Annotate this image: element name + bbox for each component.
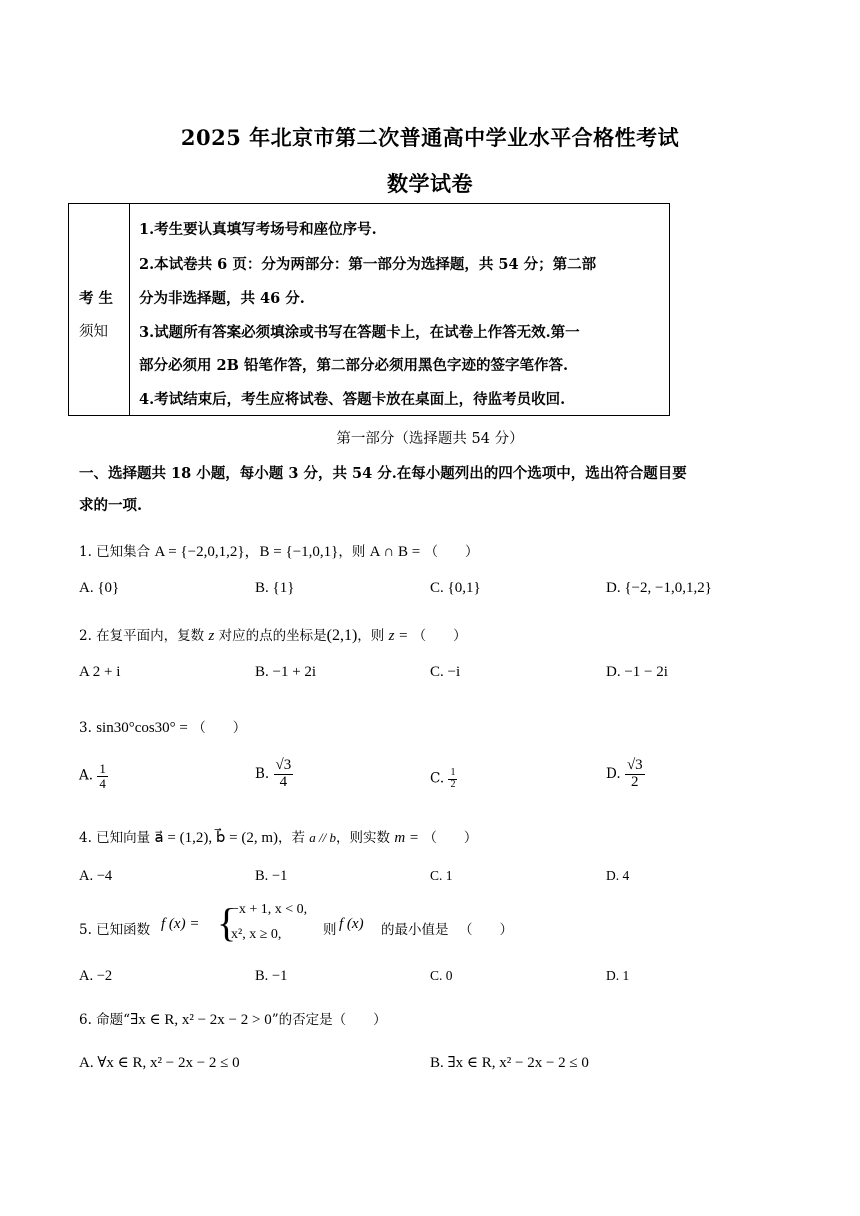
option-a: A. −4 (79, 868, 113, 884)
question-2-stem (79, 624, 467, 645)
stem-text: 1. 已知集合 (79, 544, 151, 560)
question-3-stem (79, 716, 246, 737)
fraction (448, 768, 457, 790)
stem-text: 2. 在复平面内，复数 (79, 628, 205, 644)
stem-math: A = {−2,0,1,2}，B = {−1,0,1} (154, 544, 339, 560)
stem-text: 5. 已知函数 (79, 922, 151, 938)
stem-math: (2,1) (326, 627, 358, 644)
answer-paren: （ ） (192, 720, 247, 736)
notice-item: 分为非选择题，共 46 分. (139, 290, 305, 307)
brace-icon: { (217, 900, 237, 945)
fraction (274, 758, 294, 791)
notice-label-line2: 须知 (79, 324, 108, 340)
option-d (606, 758, 645, 791)
stem-math: f (x) (339, 916, 364, 932)
stem-math: z (208, 628, 215, 644)
stem-text: ，则 (338, 544, 366, 560)
option-c: C. 0 (430, 968, 453, 983)
option-label: D. (606, 765, 621, 782)
notice-label-line1: 考 生 (79, 290, 114, 307)
option-c: C. {0,1} (430, 580, 481, 596)
denominator: 4 (99, 775, 106, 791)
stem-text: 6. 命题“ (79, 1012, 131, 1028)
option-label: B. (255, 765, 270, 782)
option-b: B. ∃x ∈ R, x² − 2x − 2 ≤ 0 (430, 1055, 589, 1071)
stem-text: ，若 (278, 830, 305, 846)
answer-paren: （ ） (424, 544, 479, 560)
question-4-stem (79, 826, 477, 847)
option-d: D. −1 − 2i (606, 664, 668, 680)
option-a: A. −2 (79, 968, 113, 984)
fraction (97, 762, 108, 790)
notice-item: 1.考生要认真填写考场号和座位序号. (139, 221, 377, 238)
stem-math: sin30°cos30° = (96, 720, 188, 736)
fraction (625, 758, 645, 791)
option-label: A. (79, 767, 94, 784)
stem-text: 对应的点的坐标是 (218, 628, 327, 644)
numerator: √3 (275, 757, 292, 773)
question-6-stem (79, 1008, 387, 1029)
stem-text: 4. 已知向量 (79, 830, 151, 846)
denominator: 4 (279, 773, 288, 790)
stem-text: ”的否定是 (271, 1012, 333, 1028)
option-a (79, 762, 108, 790)
denominator: 2 (631, 773, 639, 790)
answer-paren: （ ） (412, 628, 467, 644)
denominator: 2 (450, 778, 456, 790)
option-b (255, 758, 293, 791)
option-b: B. −1 (255, 868, 288, 884)
notice-item: 部分必须用 2B 铅笔作答，第二部分必须用黑色字迹的签字笔作答. (139, 357, 568, 374)
stem-math: ∃x ∈ R, x² − 2x − 2 > 0 (130, 1012, 272, 1028)
piecewise-case: −x + 1, x < 0, (231, 902, 308, 917)
numerator: 1 (450, 767, 456, 778)
numerator: 1 (99, 761, 106, 776)
option-label: C. (430, 770, 445, 787)
option-a: A. {0} (79, 580, 120, 596)
exam-subtitle: 数学试卷 (387, 171, 473, 196)
notice-box (68, 203, 670, 416)
part1-heading: 第一部分（选择题共 54 分） (336, 431, 524, 447)
notice-item: 3.试题所有答案必须填涂或书写在答题卡上，在试卷上作答无效.第一 (139, 324, 580, 341)
option-c: C. −i (430, 664, 461, 680)
answer-paren: （ ） (332, 1012, 387, 1028)
stem-math: a⃗ = (1,2), b⃗ = (2, m) (154, 830, 278, 846)
piecewise-case: x², x ≥ 0, (231, 927, 282, 942)
stem-text: 则 (323, 922, 337, 938)
option-d: D. 1 (606, 968, 630, 983)
stem-math: z = (388, 628, 409, 644)
option-d: D. {−2, −1,0,1,2} (606, 580, 712, 596)
option-b: B. −1 (255, 968, 288, 984)
option-c: C. 1 (430, 868, 453, 883)
option-b: B. {1} (255, 580, 295, 596)
numerator: √3 (626, 757, 643, 773)
option-a: A 2 + i (79, 664, 121, 680)
notice-item: 4.考试结束后，考生应将试卷、答题卡放在桌面上，待监考员收回. (139, 391, 566, 408)
option-c (430, 768, 457, 790)
stem-text: 3. (79, 720, 92, 736)
stem-text: ，则 (357, 628, 385, 644)
option-d: D. 4 (606, 868, 630, 883)
stem-math: a // b (309, 830, 337, 845)
section-instructions-line1: 一、选择题共 18 小题，每小题 3 分，共 54 分.在每小题列出的四个选项中，选出符合题目要 (79, 465, 687, 482)
section-instructions-line2: 求的一项. (79, 497, 143, 514)
answer-paren: （ ） (459, 922, 513, 938)
exam-title: 2025 年北京市第二次普通高中学业水平合格性考试 (180, 125, 680, 150)
notice-divider (129, 204, 130, 415)
question-1-stem (79, 540, 479, 561)
answer-paren: （ ） (423, 830, 478, 846)
stem-math: A ∩ B = (369, 544, 421, 560)
stem-math: m = (394, 830, 420, 846)
option-b: B. −1 + 2i (255, 664, 317, 680)
stem-text: ，则实数 (336, 830, 391, 846)
stem-text: 的最小值是 (381, 922, 449, 938)
stem-math: f (x) = (161, 916, 200, 932)
notice-item: 2.本试卷共 6 页：分为两部分：第一部分为选择题，共 54 分；第二部 (139, 256, 597, 273)
option-a: A. ∀x ∈ R, x² − 2x − 2 ≤ 0 (79, 1055, 240, 1071)
